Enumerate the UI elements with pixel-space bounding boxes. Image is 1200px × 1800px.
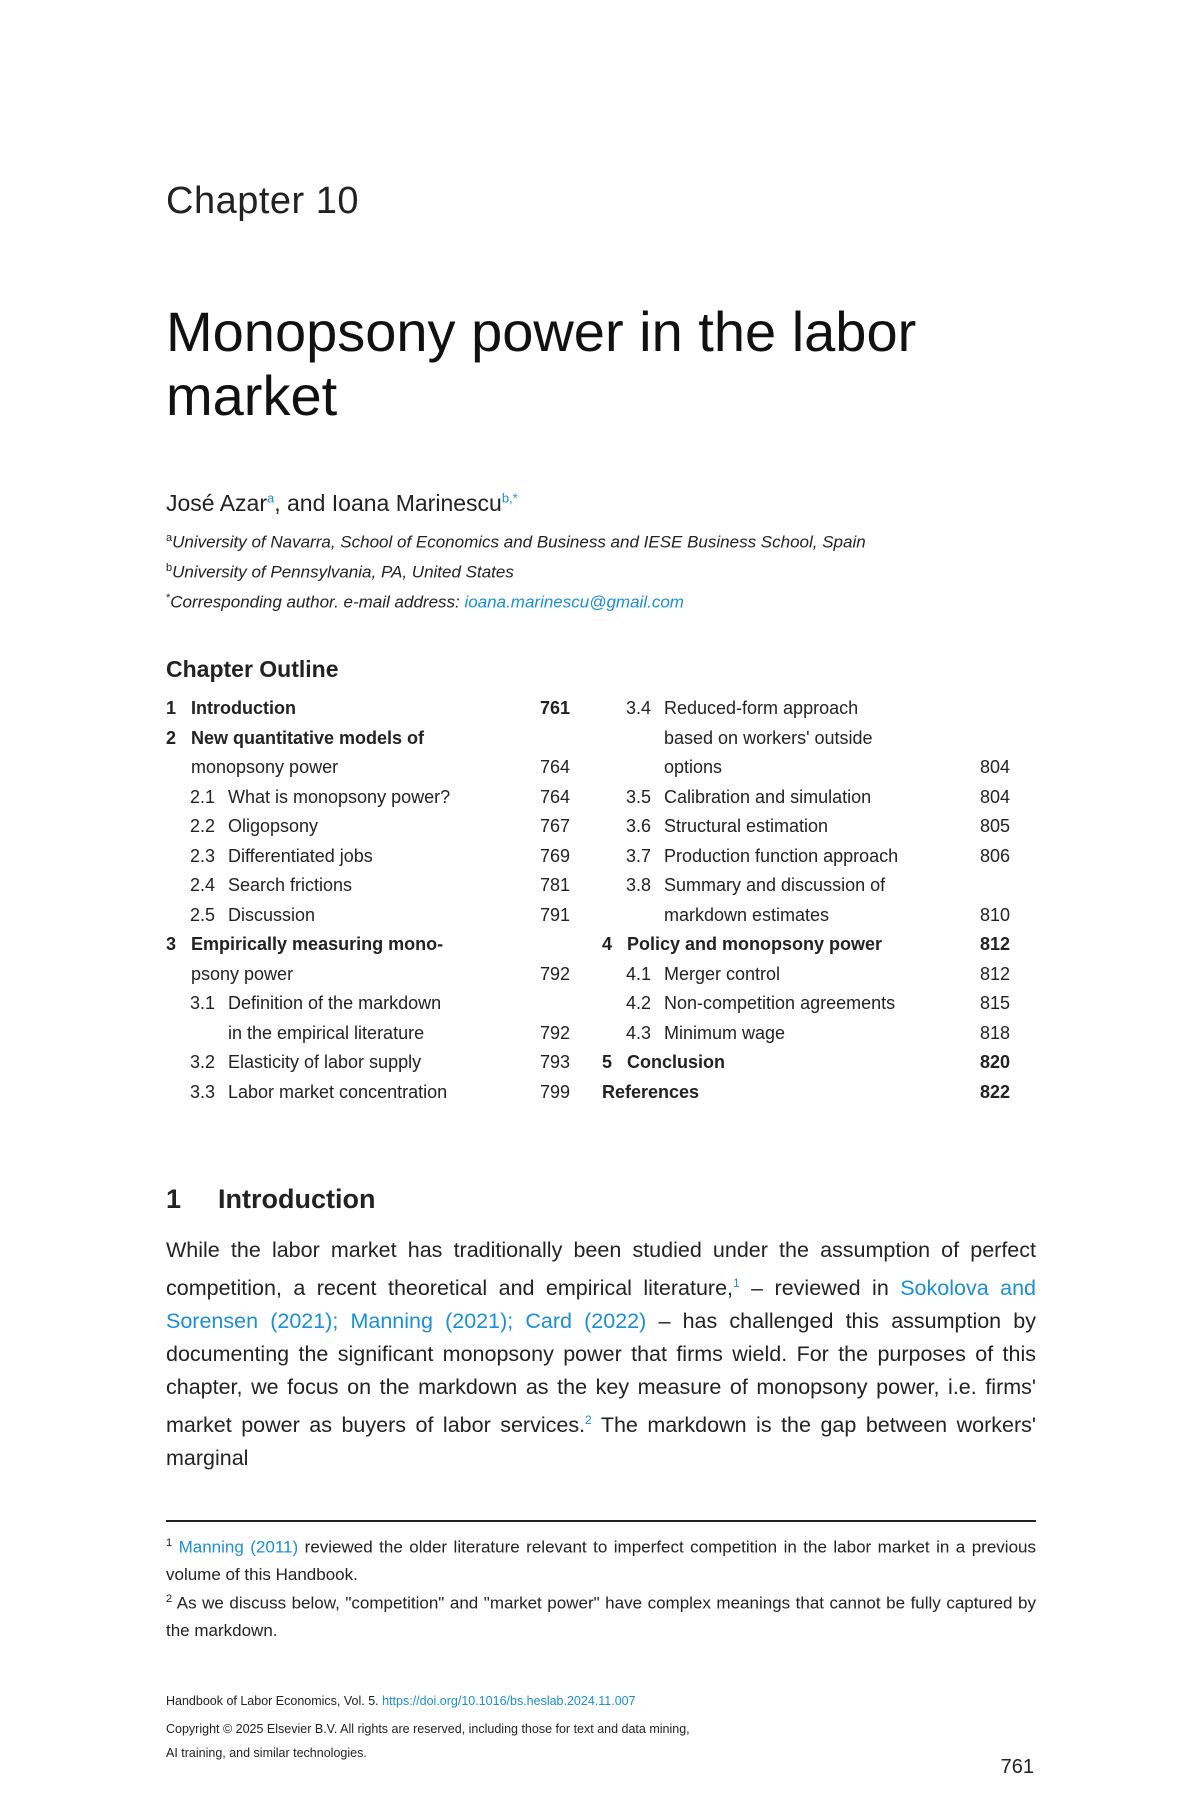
outline-entry-page: 822 (979, 1081, 1010, 1102)
outline-entry[interactable] (602, 724, 1010, 754)
outline-entry-number: 3.7 (626, 845, 652, 866)
outline-entry[interactable] (166, 724, 570, 754)
outline-entry-number: 3.1 (190, 993, 216, 1013)
author-name: Ioana Marinescu (331, 490, 502, 516)
affiliation-mark: a (267, 490, 275, 506)
outline-entry-label (602, 1048, 725, 1078)
outline-entry-page: 767 (539, 816, 570, 836)
author-name: José Azar (166, 490, 267, 516)
footnote-mark: 2 (166, 1593, 173, 1605)
outline-entry-text: monopsony power (191, 757, 339, 777)
outline-entry[interactable] (166, 1078, 570, 1108)
outline-column-right (602, 694, 1010, 1107)
email-link[interactable]: ioana.marinescu@gmail.com (464, 592, 684, 612)
citation-link[interactable]: Sokolova and Sorensen (2021); Manning (2021); Card (2022) (166, 1276, 1036, 1334)
author-joiner: , and (274, 490, 332, 516)
outline-entry[interactable] (166, 960, 570, 990)
outline-entry-label (190, 812, 318, 842)
outline-entry-page: 799 (539, 1081, 570, 1102)
outline-entry-text: based on workers' outside (664, 727, 873, 748)
outline-entry-text: Elasticity of labor supply (228, 1052, 422, 1072)
outline-entry-text: Structural estimation (664, 816, 829, 836)
outline-entry-text: Discussion (228, 904, 316, 925)
affiliation (166, 562, 514, 583)
publication-line (166, 1694, 636, 1708)
outline-heading: Chapter Outline (166, 656, 339, 682)
outline-entry-text: Labor market concentration (228, 1081, 448, 1102)
outline-entry[interactable] (166, 783, 570, 813)
outline-entry-page: 812 (979, 963, 1010, 984)
outline-entry-label (166, 694, 296, 724)
outline-entry-number: 3.2 (190, 1052, 216, 1072)
section-title: Introduction (218, 1184, 376, 1214)
outline-entry[interactable] (166, 694, 570, 724)
outline-entry-label (626, 694, 858, 724)
outline-entry-text: New quantitative models of (191, 727, 425, 748)
body-text-run: The markdown is the gap between workers' marginal (166, 1413, 1036, 1471)
outline-entry-label (190, 1078, 447, 1108)
footnote-text: As we discuss below, "competition" and "market power" have complex meanings that cannot be fully captured by the markdown. (166, 1593, 1036, 1640)
outline-entry-text: Policy and monopsony power (627, 934, 883, 954)
outline-entry[interactable] (602, 1078, 1010, 1108)
outline-entry[interactable] (602, 930, 1010, 960)
outline-entry[interactable] (166, 753, 570, 783)
chapter-title: Monopsony power in the labor market (166, 300, 917, 427)
outline-entry-page: 810 (979, 904, 1010, 925)
outline-entry-label (190, 842, 373, 872)
outline-entry-label (228, 1019, 424, 1049)
copyright-line: Copyright © 2025 Elsevier B.V. All rights are reserved, including those for text and data mining, (166, 1722, 690, 1736)
outline-entry-number: 3.5 (626, 786, 652, 807)
outline-entry-page: 812 (979, 934, 1010, 954)
outline-entry-text: Merger control (664, 963, 781, 984)
outline-entry[interactable] (602, 960, 1010, 990)
outline-entry-page: 818 (979, 1022, 1010, 1043)
outline-entry[interactable] (602, 842, 1010, 872)
section-number: 1 (166, 1184, 182, 1214)
outline-entry-label (664, 753, 722, 783)
outline-entry-text: Differentiated jobs (228, 845, 373, 866)
section-heading (166, 1184, 375, 1215)
outline-entry-page: 792 (539, 963, 570, 984)
copyright-line: AI training, and similar technologies. (166, 1746, 367, 1760)
outline-entry-number: 3.8 (626, 875, 652, 895)
outline-entry-label (191, 960, 293, 990)
outline-entry[interactable] (602, 783, 1010, 813)
chapter-label: Chapter 10 (166, 180, 360, 222)
outline-entry-text: options (664, 757, 723, 777)
outline-entry-label (626, 960, 780, 990)
outline-entry[interactable] (602, 1048, 1010, 1078)
outline-entry[interactable] (602, 812, 1010, 842)
outline-entry-page: 804 (979, 757, 1010, 777)
corresponding-author (166, 592, 684, 613)
outline-entry-text: markdown estimates (664, 904, 830, 925)
outline-entry-text: Summary and discussion of (664, 875, 886, 895)
outline-entry-number: 2.1 (190, 786, 216, 807)
footnote-ref[interactable]: 1 (733, 1276, 740, 1290)
outline-entry-number: 4.2 (626, 993, 652, 1013)
outline-entry-text: Definition of the markdown (228, 993, 442, 1013)
outline-entry-text: in the empirical literature (228, 1022, 425, 1043)
outline-entry-text: Conclusion (627, 1052, 725, 1072)
footnote (166, 1586, 1036, 1644)
outline-entry-number: 2.3 (190, 845, 216, 866)
affiliation-text: University of Navarra, School of Economics and Business and IESE Business School, Spain (172, 532, 866, 552)
affiliation (166, 532, 866, 553)
outline-entry-label (626, 989, 895, 1019)
outline-entry-text: Oligopsony (228, 816, 319, 836)
outline-entry-number: 2 (166, 727, 177, 748)
outline-entry-number: 4.3 (626, 1022, 652, 1043)
outline-entry-text: psony power (191, 963, 294, 984)
outline-entry-text: Reduced-form approach (664, 698, 859, 718)
outline-entry-page: 792 (539, 1022, 570, 1043)
outline-entry-label (602, 1078, 699, 1108)
outline-entry-text: Non-competition agreements (664, 993, 896, 1013)
citation-link[interactable]: Manning (2011) (178, 1537, 299, 1557)
outline-entry-page: 806 (979, 845, 1010, 866)
outline-entry[interactable] (166, 901, 570, 931)
outline-entry[interactable] (602, 1019, 1010, 1049)
outline-entry-number: 1 (166, 698, 177, 718)
outline-entry-page: 815 (979, 993, 1010, 1013)
outline-entry[interactable] (602, 694, 1010, 724)
footnote-mark: 1 (166, 1537, 173, 1549)
outline-entry[interactable] (602, 901, 1010, 931)
outline-entry-number: 3.3 (190, 1081, 216, 1102)
outline-entry[interactable] (602, 871, 1010, 901)
outline-entry-label (664, 901, 829, 931)
body-text-run: While the labor market has traditionally been studied under the assumption of perfect competition, a recent theoretical and empirical literature, (166, 1238, 1036, 1301)
footnote (166, 1530, 1036, 1588)
outline-entry-page: 769 (539, 845, 570, 866)
outline-entry-text: Empirically measuring mono- (191, 934, 444, 954)
outline-entry-number: 2.5 (190, 904, 216, 925)
outline-entry-label (166, 724, 424, 754)
outline-entry-number: 2.4 (190, 875, 216, 895)
outline-entry-label (626, 871, 885, 901)
outline-entry-text: Calibration and simulation (664, 786, 872, 807)
affiliation-text: University of Pennsylvania, PA, United States (172, 562, 514, 582)
affiliation-mark: b (166, 562, 173, 574)
outline-entry[interactable] (166, 930, 570, 960)
author-line (166, 490, 518, 517)
outline-entry-label (166, 930, 443, 960)
outline-entry-label (190, 871, 352, 901)
outline-entry-page: 820 (979, 1052, 1010, 1072)
outline-entry-page: 764 (539, 786, 570, 807)
outline-entry-text: References (602, 1081, 700, 1102)
outline-entry-label (191, 753, 338, 783)
outline-entry-label (190, 901, 315, 931)
outline-entry-label (190, 989, 441, 1019)
outline-entry-label (626, 842, 898, 872)
outline-column-left (166, 694, 570, 1107)
outline-entry-text: Introduction (191, 698, 296, 718)
outline-entry[interactable] (166, 989, 570, 1019)
outline-entry-text: Minimum wage (664, 1022, 786, 1043)
outline-entry-page: 804 (979, 786, 1010, 807)
outline-entry[interactable] (166, 842, 570, 872)
outline-entry-label (664, 724, 873, 754)
footnote-text: reviewed the older literature relevant to imperfect competition in the labor market in a previous volume of this Handbook. (166, 1537, 1036, 1584)
outline-entry-label (602, 930, 882, 960)
outline-entry-page: 781 (539, 875, 570, 895)
outline-entry-label (190, 783, 450, 813)
outline-entry-number: 3.4 (626, 698, 652, 718)
outline-entry[interactable] (166, 1019, 570, 1049)
body-text-run: – has challenged this assumption by documenting the significant monopsony power that firms wield. For the purposes of this chapter, we focus on the markdown as the key measure of monopsony power, i.e. firms' market power as buyers of labor services. (166, 1309, 1037, 1438)
outline-entry[interactable] (166, 1048, 570, 1078)
handbook-citation: Handbook of Labor Economics, Vol. 5. (166, 1694, 379, 1708)
affiliation-mark: a (166, 532, 173, 544)
outline-entry-page: 791 (539, 904, 570, 925)
affiliation-text: Corresponding author. e-mail address: (170, 592, 465, 612)
outline-entry-number: 5 (602, 1052, 613, 1072)
affiliation-mark: * (166, 592, 171, 604)
outline-entry[interactable] (602, 753, 1010, 783)
footnote-ref[interactable]: 2 (585, 1413, 592, 1428)
doi-link[interactable]: https://doi.org/10.1016/bs.heslab.2024.11.007 (382, 1694, 636, 1708)
outline-entry-label (626, 783, 871, 813)
outline-entry-page: 764 (539, 757, 570, 777)
outline-entry-page: 793 (539, 1052, 570, 1072)
outline-entry-number: 4.1 (626, 963, 652, 984)
outline-entry[interactable] (602, 989, 1010, 1019)
outline-entry-label (626, 1019, 785, 1049)
outline-entry[interactable] (166, 871, 570, 901)
affiliation-mark: b,* (501, 490, 518, 506)
outline-entry-number: 4 (602, 934, 613, 954)
outline-entry-label (626, 812, 828, 842)
outline-entry-label (190, 1048, 421, 1078)
outline-entry-page: 805 (979, 816, 1010, 836)
outline-entry-page: 761 (539, 698, 570, 718)
body-text-run: – reviewed in (739, 1276, 901, 1301)
outline-entry-number: 2.2 (190, 816, 216, 836)
footnote-divider (166, 1520, 1036, 1522)
outline-entry-text: Production function approach (664, 845, 899, 866)
outline-entry-number: 3 (166, 934, 177, 954)
outline-entry-number: 3.6 (626, 816, 652, 836)
body-paragraph (166, 1234, 1036, 1475)
outline-entry-text: What is monopsony power? (228, 786, 451, 807)
outline-entry[interactable] (166, 812, 570, 842)
page-number: 761 (1000, 1756, 1034, 1778)
outline-entry-text: Search frictions (228, 875, 353, 895)
